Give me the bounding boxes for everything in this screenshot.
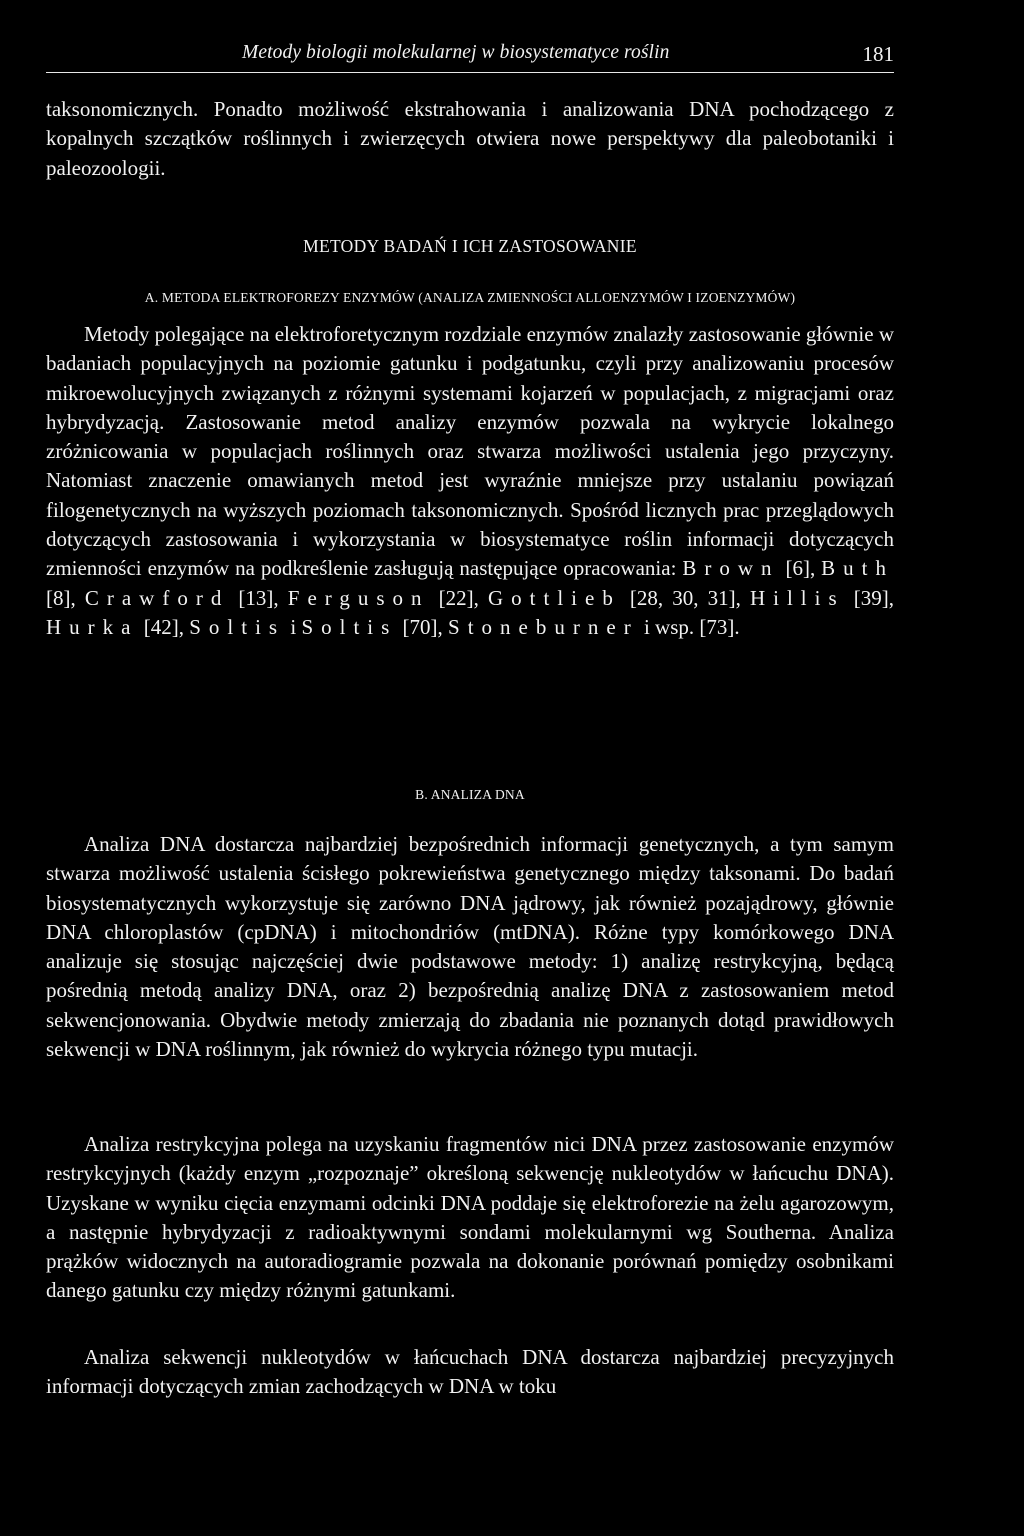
ref-soltis-and: i — [285, 614, 302, 639]
author-buth: Buth — [821, 556, 894, 581]
ref-brown: [6], — [779, 556, 822, 581]
section-a-heading: A. METODA ELEKTROFOREZY ENZYMÓW (ANALIZA ZMIENNOŚCI ALLOENZYMÓW I IZOENZYMÓW) — [144, 290, 796, 305]
ref-hurka: [42], — [138, 614, 190, 639]
ref-crawford: [13], — [229, 585, 288, 610]
author-gottlieb: Gottlieb — [488, 585, 621, 610]
page-number: 181 — [862, 42, 894, 66]
ref-soltis: [70], — [397, 614, 449, 639]
author-hillis: Hillis — [749, 585, 845, 610]
author-hurka: Hurka — [46, 614, 139, 639]
ref-buth: [8], — [46, 585, 85, 610]
page-header — [46, 40, 894, 73]
section-b-heading: B. ANALIZA DNA — [415, 787, 525, 802]
author-soltis-2: Soltis — [301, 614, 398, 639]
author-soltis-1: Soltis — [189, 614, 286, 639]
author-brown: Brown — [682, 556, 780, 581]
author-ferguson: Ferguson — [287, 585, 430, 610]
author-stoneburner: Stoneburner — [448, 614, 639, 639]
ref-gottlieb: [28, 30, 31], — [620, 585, 750, 610]
section-b-paragraph-2: Analiza restrykcyjna polega na uzyskaniu fragmentów nici DNA przez zastosowanie enzymów restrykcyjnych (każdy enzym „rozpoznaje” określoną sekwencję nukleotydów w łańcuchu DNA). Uzyskane w wyniku cięcia enzymami odcinki DNA poddaje się elektroforezie na żelu agarozowym, a następnie hybrydyzacji z radioaktywnymi sondami molekularnymi wg Southerna. Analiza prążków widocznych na autoradiogramie pozwala na dokonanie porównań pomiędzy osobnikami danego gatunku czy między różnymi gatunkami. — [46, 1132, 894, 1303]
ref-hillis: [39], — [844, 585, 894, 610]
intro-paragraph: taksonomicznych. Ponadto możliwość ekstrahowania i analizowania DNA pochodzącego z kopalnych szczątków roślinnych i zwierzęcych otwiera nowe perspektywy dla paleobotaniki i paleozoologii. — [46, 97, 894, 180]
author-crawford: Crawford — [84, 585, 230, 610]
section-a-paragraph — [46, 320, 894, 642]
running-title: Metody biologii molekularnej w biosystematyce roślin — [242, 42, 670, 63]
section-b-paragraph-3: Analiza sekwencji nukleotydów w łańcuchach DNA dostarcza najbardziej precyzyjnych informacji dotyczących zmian zachodzących w DNA w toku — [46, 1345, 894, 1399]
section-b-paragraph-1: Analiza DNA dostarcza najbardziej bezpośrednich informacji genetycznych, a tym samym stwarza możliwość ustalenia ścisłego pokrewieństwa genetycznego między taksonami. Do badań biosystematycznych wykorzystuje się zarówno DNA jądrowy, jak również pozajądrowy, głównie DNA chloroplastów (cpDNA) i mitochondriów (mtDNA). Różne typy komórkowego DNA analizuje się stosując najczęściej dwie podstawowe metody: 1) analizę restrykcyjną, będącą pośrednią metodą analizy DNA, oraz 2) bezpośrednią analizę DNA z zastosowaniem metod sekwencjonowania. Obydwie metody zmierzają do zbadania nie poznanych dotąd prawidłowych sekwencji w DNA roślinnym, jak również do wykrycia różnego typu mutacji. — [46, 832, 894, 1062]
ref-ferguson: [22], — [429, 585, 488, 610]
section-heading: METODY BADAŃ I ICH ZASTOSOWANIE — [303, 236, 637, 256]
section-a-paragraph-text: Metody polegające na elektroforetycznym rozdziale enzymów znalazły zastosowanie głównie w badaniach populacyjnych na poziomie gatunku i podgatunku, czyli przy analizowaniu procesów mikroewolucyjnych związanych z różnymi systemami kojarzeń w populacjach, z migracjami oraz hybrydyzacją. Zastosowanie metod analizy enzymów pozwala na wykrycie lokalnego zróżnicowania w populacjach roślinnych oraz stwarza możliwości ustalenia jego przyczyny. Natomiast znaczenie omawianych metod jest wyraźnie mniejsze przy ustalaniu powiązań filogenetycznych na wyższych poziomach taksonomicznych. Spośród licznych prac przeglądowych dotyczących zastosowania i wykorzystania w biosystematyce roślin informacji dotyczących zmienności enzymów na podkreślenie zasługują następujące opracowania: — [46, 322, 894, 581]
ref-stoneburner: i wsp. [73]. — [638, 614, 740, 639]
